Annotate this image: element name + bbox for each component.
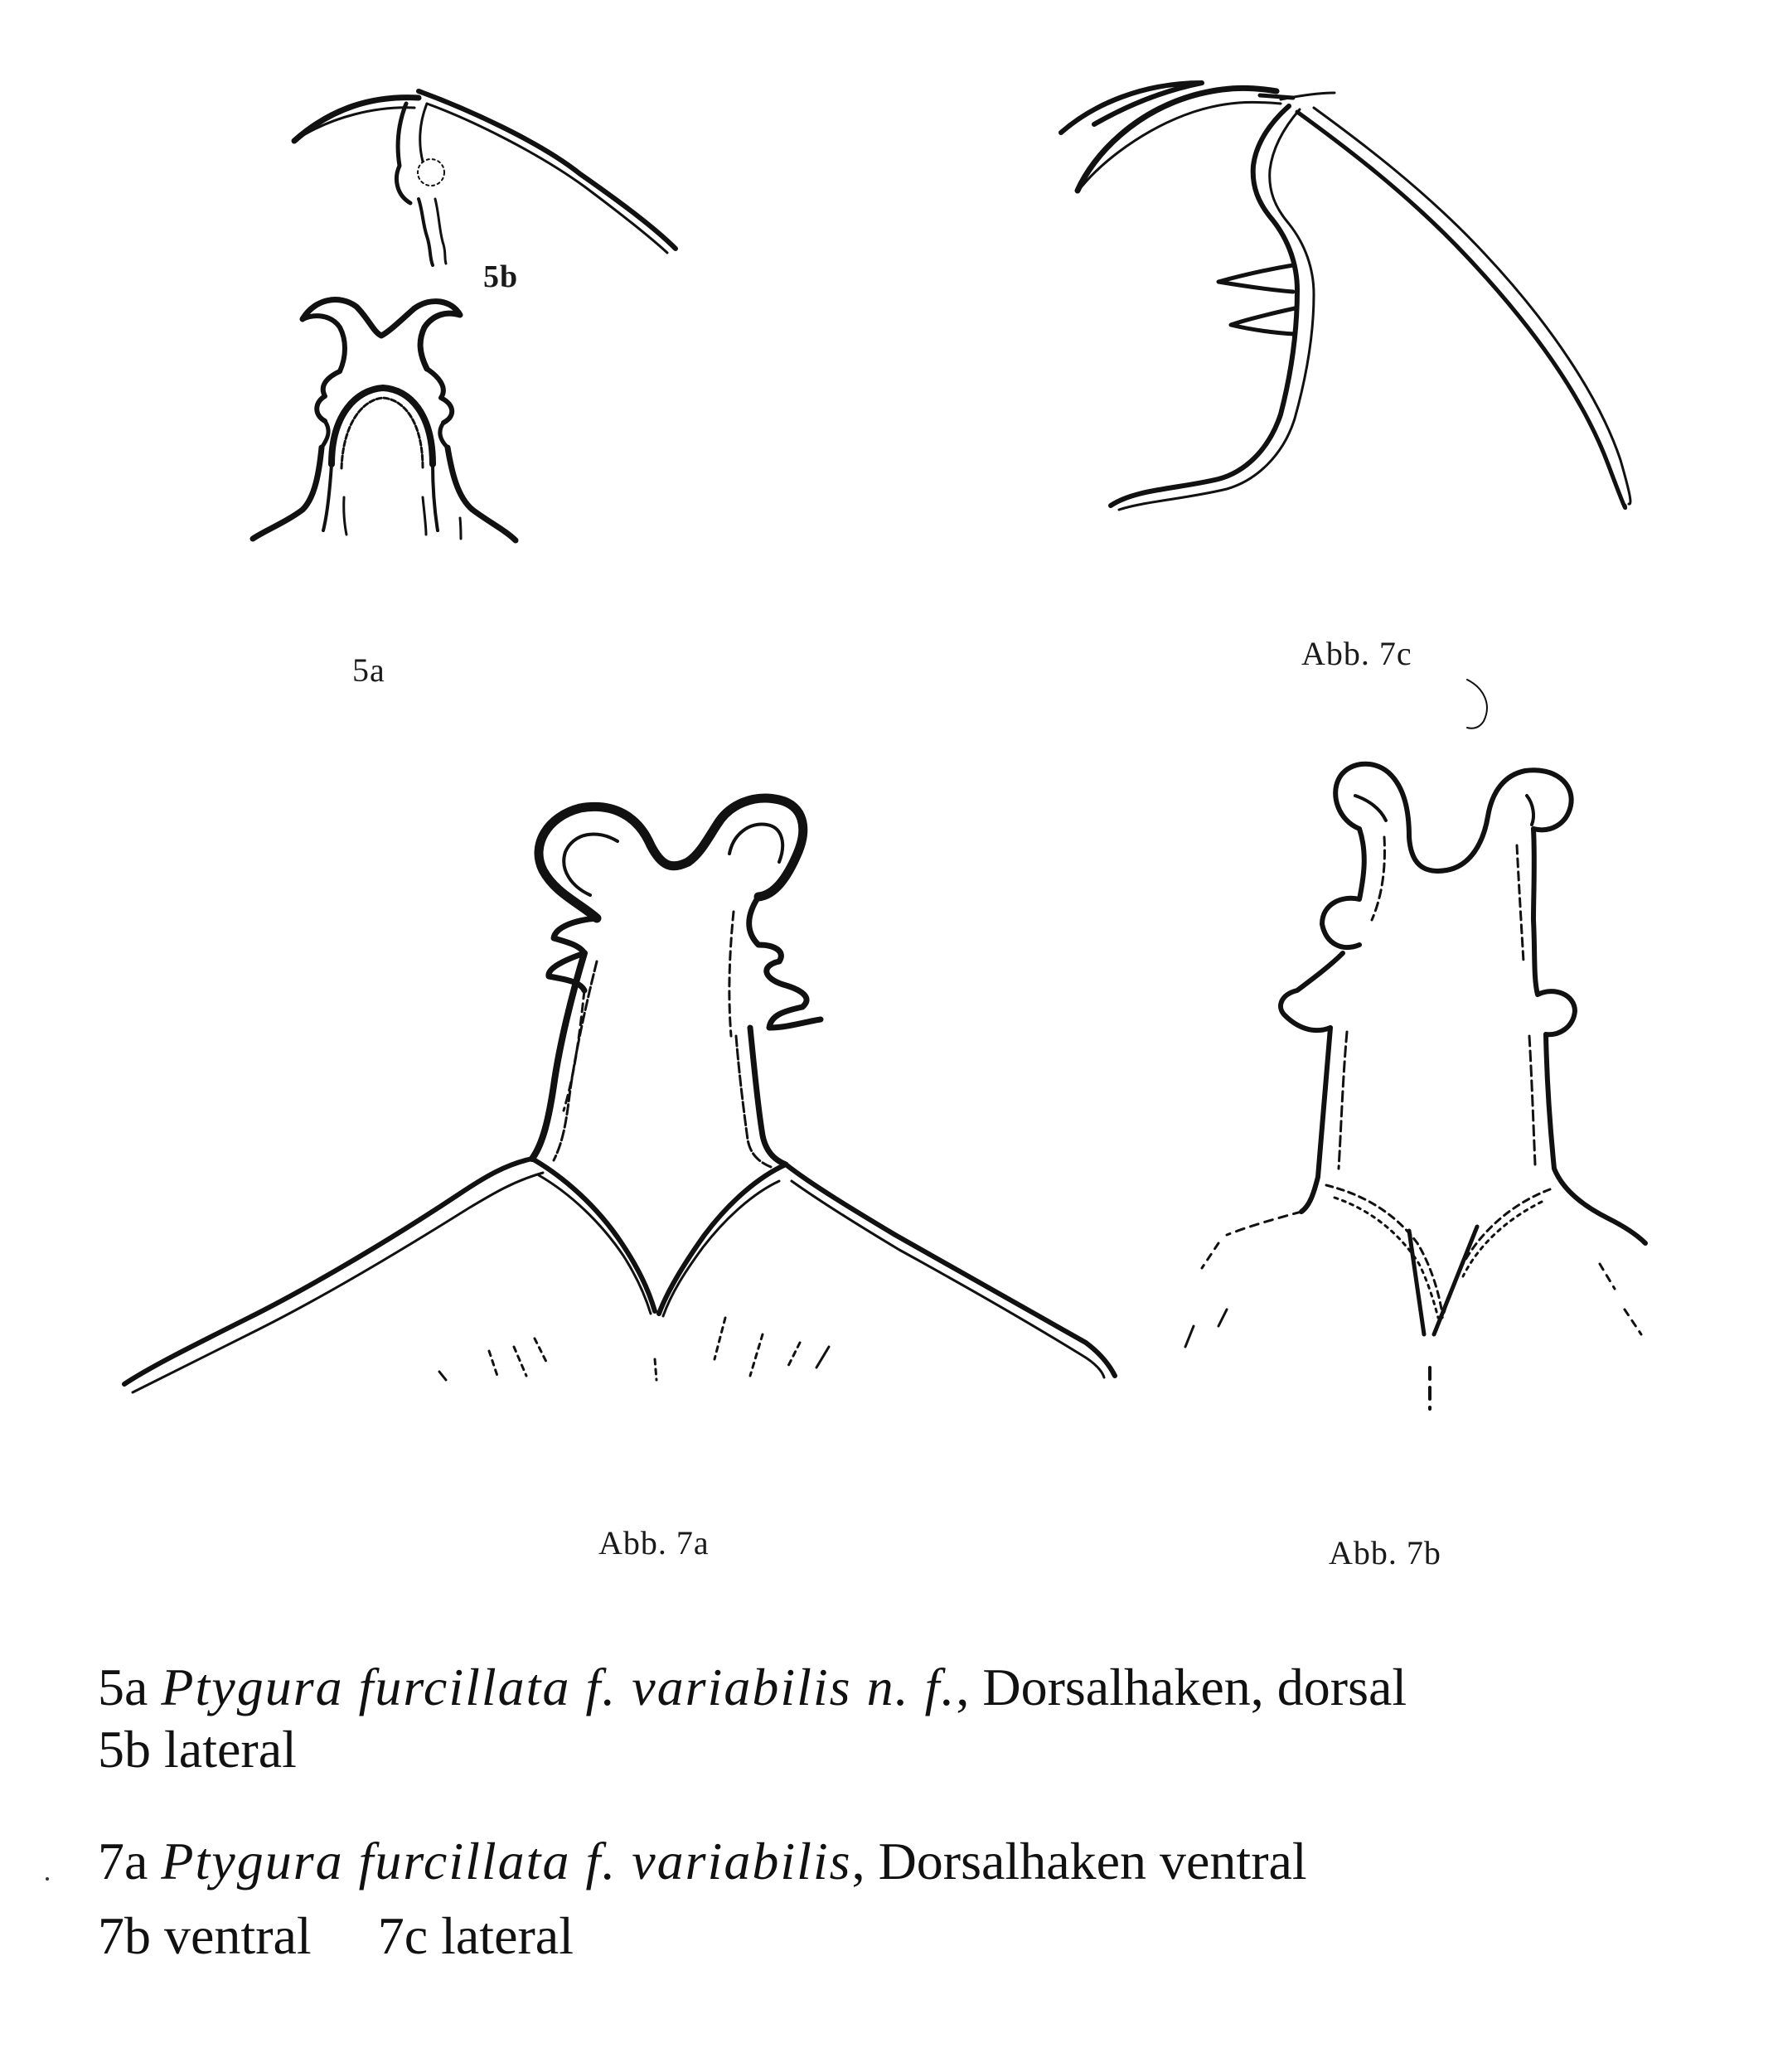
paper-speck (46, 1877, 49, 1881)
caption-7b-text: 7b ventral (98, 1906, 312, 1965)
drawing-5b-lateral (294, 91, 676, 265)
label-fig-7c: Abb. 7c (1301, 635, 1412, 672)
caption-7a-suffix: , Dorsalhaken ventral (851, 1832, 1307, 1890)
caption-7c-text: 7c lateral (377, 1906, 574, 1965)
drawing-7c-lateral (1061, 83, 1630, 510)
caption-7a-prefix: 7a (98, 1832, 162, 1890)
drawing-5a-dorsal (253, 300, 516, 540)
caption-7a-species: Ptygura furcillata f. variabilis (161, 1832, 852, 1890)
drawing-7b-ventral (1185, 764, 1645, 1409)
caption-5a-species: Ptygura furcillata f. variabilis n. f. (161, 1658, 957, 1716)
caption-5b-text: 5b lateral (98, 1720, 297, 1779)
caption-5a-prefix: 5a (98, 1658, 162, 1716)
label-fig-7a: Abb. 7a (598, 1524, 710, 1561)
label-fig-5b: 5b (483, 259, 519, 294)
label-fig-7b: Abb. 7b (1329, 1534, 1441, 1571)
caption-line-5b (98, 1720, 297, 1779)
caption-line-7b-7c (98, 1906, 574, 1966)
drawing-7a-ventral (124, 798, 1115, 1392)
caption-line-7a (98, 1832, 1307, 1891)
label-fig-5a: 5a (352, 651, 385, 689)
caption-line-5a (98, 1658, 1407, 1717)
bracket-mark (1467, 680, 1487, 729)
caption-5a-suffix: , Dorsalhaken, dorsal (956, 1658, 1407, 1716)
